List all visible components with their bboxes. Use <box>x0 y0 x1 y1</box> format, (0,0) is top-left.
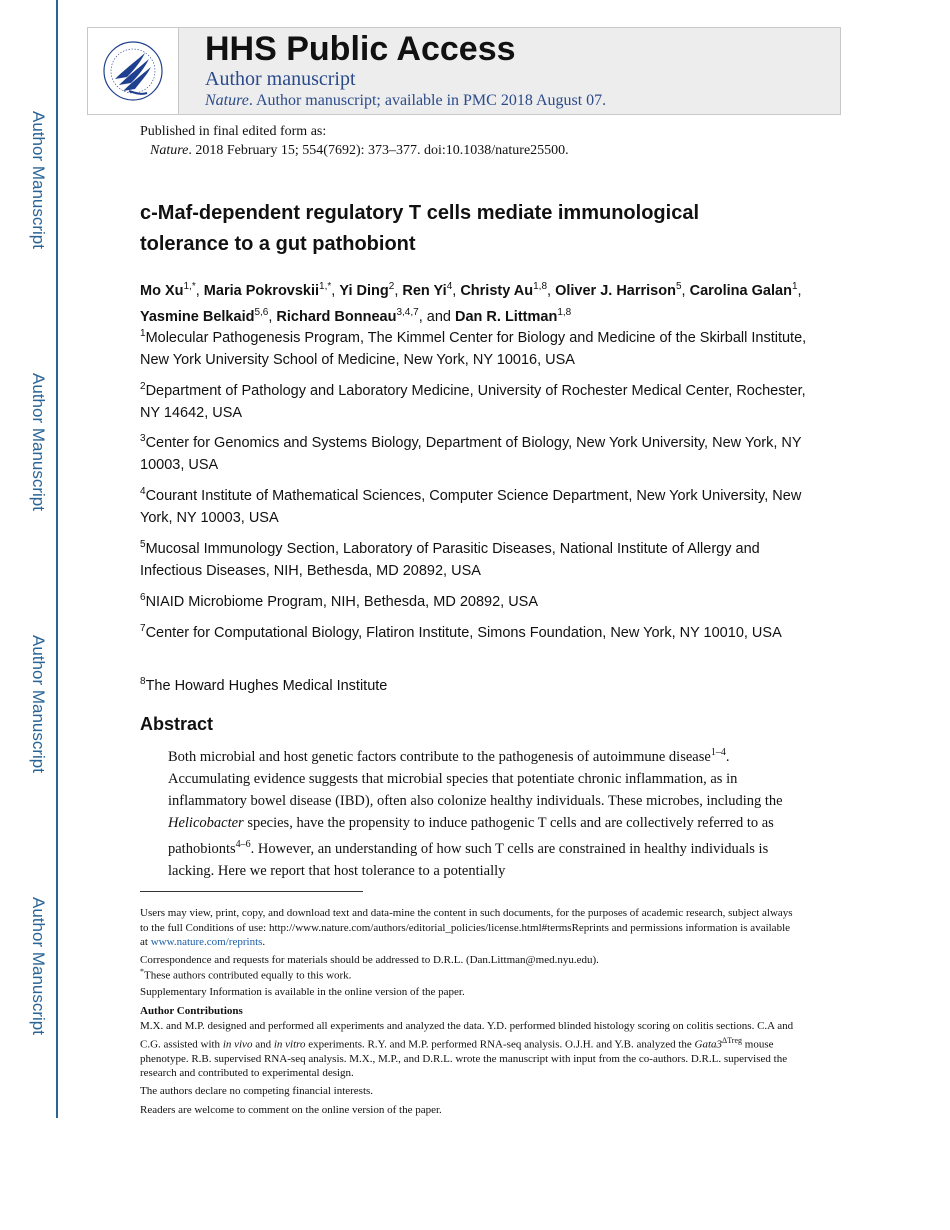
paper-title <box>140 198 800 260</box>
sidebar-rail <box>0 0 58 1118</box>
citation-text: . 2018 February 15; 554(7692): 373–377. doi:10.1038/nature25500. <box>188 143 569 158</box>
affiliation: $^2$Department of Pathology and Laboratory Medicine, University of Rochester Medical Center, Rochester, NY 14642, USA <box>140 381 806 421</box>
hhs-availability <box>205 92 606 110</box>
affiliation: $^6$NIAID Microbiome Program, NIH, Bethesda, MD 20892, USA <box>140 592 539 610</box>
affiliation: $^8$The Howard Hughes Medical Institute <box>140 676 388 694</box>
author-list <box>140 276 820 328</box>
hhs-title: HHS Public Access <box>205 30 516 68</box>
affiliation: $^7$Center for Computational Biology, Flatiron Institute, Simons Foundation, New York, NY 10010, USA <box>140 623 782 641</box>
author: Oliver J. Harrison$^5$, <box>555 281 690 299</box>
contributions-heading: Author Contributions <box>140 1005 243 1017</box>
comment-note: Readers are welcome to comment on the online version of the paper. <box>140 1104 442 1116</box>
hhs-header <box>87 27 841 115</box>
citation-journal: Nature <box>150 143 189 158</box>
published-citation <box>150 143 569 159</box>
availability-text: . Author manuscript; available in PMC 2018 August 07. <box>248 92 607 109</box>
author: Yasmine Belkaid$^{5,6}$, <box>140 306 277 325</box>
author: Yi Ding$^2$, <box>339 281 403 299</box>
abstract-body: Both microbial and host genetic factors contribute to the pathogenesis of autoimmune disease$^{1-4}$. Accumulating evidence suggests that microbial species that potentiate chronic inflammation, as in inflammatory bowel disease (IBD), often also colonize healthy individuals. These microbes, including the Helicobacter species, have the propensity to induce pathogenic T cells and are collectively referred to as pathobionts$^{4-6}$. However, an understanding of how such T cells are constrained in healthy individuals is lacking. Here we report that host tolerance to a potentially <box>168 747 783 879</box>
abstract-heading: Abstract <box>140 714 214 734</box>
author: Carolina Galan$^1$, <box>689 281 802 299</box>
author: Dan R. Littman$^{1,8}$ <box>455 306 572 325</box>
sidebar-label: Author Manuscript <box>29 635 48 773</box>
correspondence-note: Correspondence and requests for materials should be addressed to D.R.L. (Dan.Littman@med.nyu.edu). <box>140 954 599 966</box>
equal-contribution-note: *These authors contributed equally to this work. <box>140 967 352 982</box>
affiliation: $^3$Center for Genomics and Systems Biology, Department of Biology, New York University, New York, NY 10003, USA <box>140 433 802 473</box>
supplementary-note: Supplementary Information is available in the online version of the paper. <box>140 986 465 998</box>
sidebar-label: Author Manuscript <box>29 111 48 249</box>
hhs-subtitle: Author manuscript <box>205 68 356 90</box>
published-label: Published in final edited form as: <box>140 124 327 139</box>
footnote-divider <box>140 891 363 892</box>
terms-of-use: Users may view, print, copy, and download text and data-mine the content in such documents, for the purposes of academic research, subject always to the full Conditions of use: http://www.nature.com/authors/editorial_policies/license.html#termsReprints and permissions information is available at www.nature.com/reprints. <box>140 907 793 948</box>
affiliation: $^4$Courant Institute of Mathematical Sciences, Computer Science Department, New York University, New York, NY 10003, USA <box>140 486 802 526</box>
contributions-text: M.X. and M.P. designed and performed all experiments and analyzed the data. Y.D. performed blinded histology scoring on colitis sections. C.A and C.G. assisted with in vivo and in vitro experiments. R.Y. and M.P. performed RNA-seq analysis. O.J.H. and Y.B. analyzed the $Gata3^{\Delta Treg}$ mouse phenotype. R.B. supervised RNA-seq analysis. M.X., M.P., and D.R.L. wrote the manuscript with input from the co-authors. D.R.L. supervised the research and contributed to experimental design. <box>140 1020 794 1080</box>
author: Mo $Xu^{1,*}$, <box>140 281 204 299</box>
seal-cell <box>88 28 179 114</box>
title-line: tolerance to a gut pathobiont <box>140 233 416 255</box>
reprints-link[interactable]: www.nature.com/reprints <box>150 936 263 948</box>
competing-interests: The authors declare no competing financial interests. <box>140 1085 374 1097</box>
journal-name: Nature <box>205 92 249 109</box>
author: Richard Bonneau$^{3,4,7}$, and <box>276 306 455 325</box>
author: Ren Yi$^4$, <box>402 281 461 299</box>
sidebar-label: Author Manuscript <box>29 373 48 511</box>
sidebar-label: Author Manuscript <box>29 897 48 1035</box>
affiliation: $^5$Mucosal Immunology Section, Laboratory of Parasitic Diseases, National Institute of Allergy and Infectious Diseases, NIH, Bethesda, MD 20892, USA <box>140 539 760 579</box>
hhs-seal-icon <box>101 31 165 111</box>
author: Maria Pokrovskii$^{1,*}$, <box>203 281 340 299</box>
title-line: c-Maf-dependent regulatory T cells mediate immunological <box>140 202 699 224</box>
affiliation: $^1$Molecular Pathogenesis Program, The Kimmel Center for Biology and Medicine of the Skirball Institute, New York University School of Medicine, New York, NY 10016, USA <box>140 328 807 368</box>
author: Christy Au$^{1,8}$, <box>460 281 556 299</box>
